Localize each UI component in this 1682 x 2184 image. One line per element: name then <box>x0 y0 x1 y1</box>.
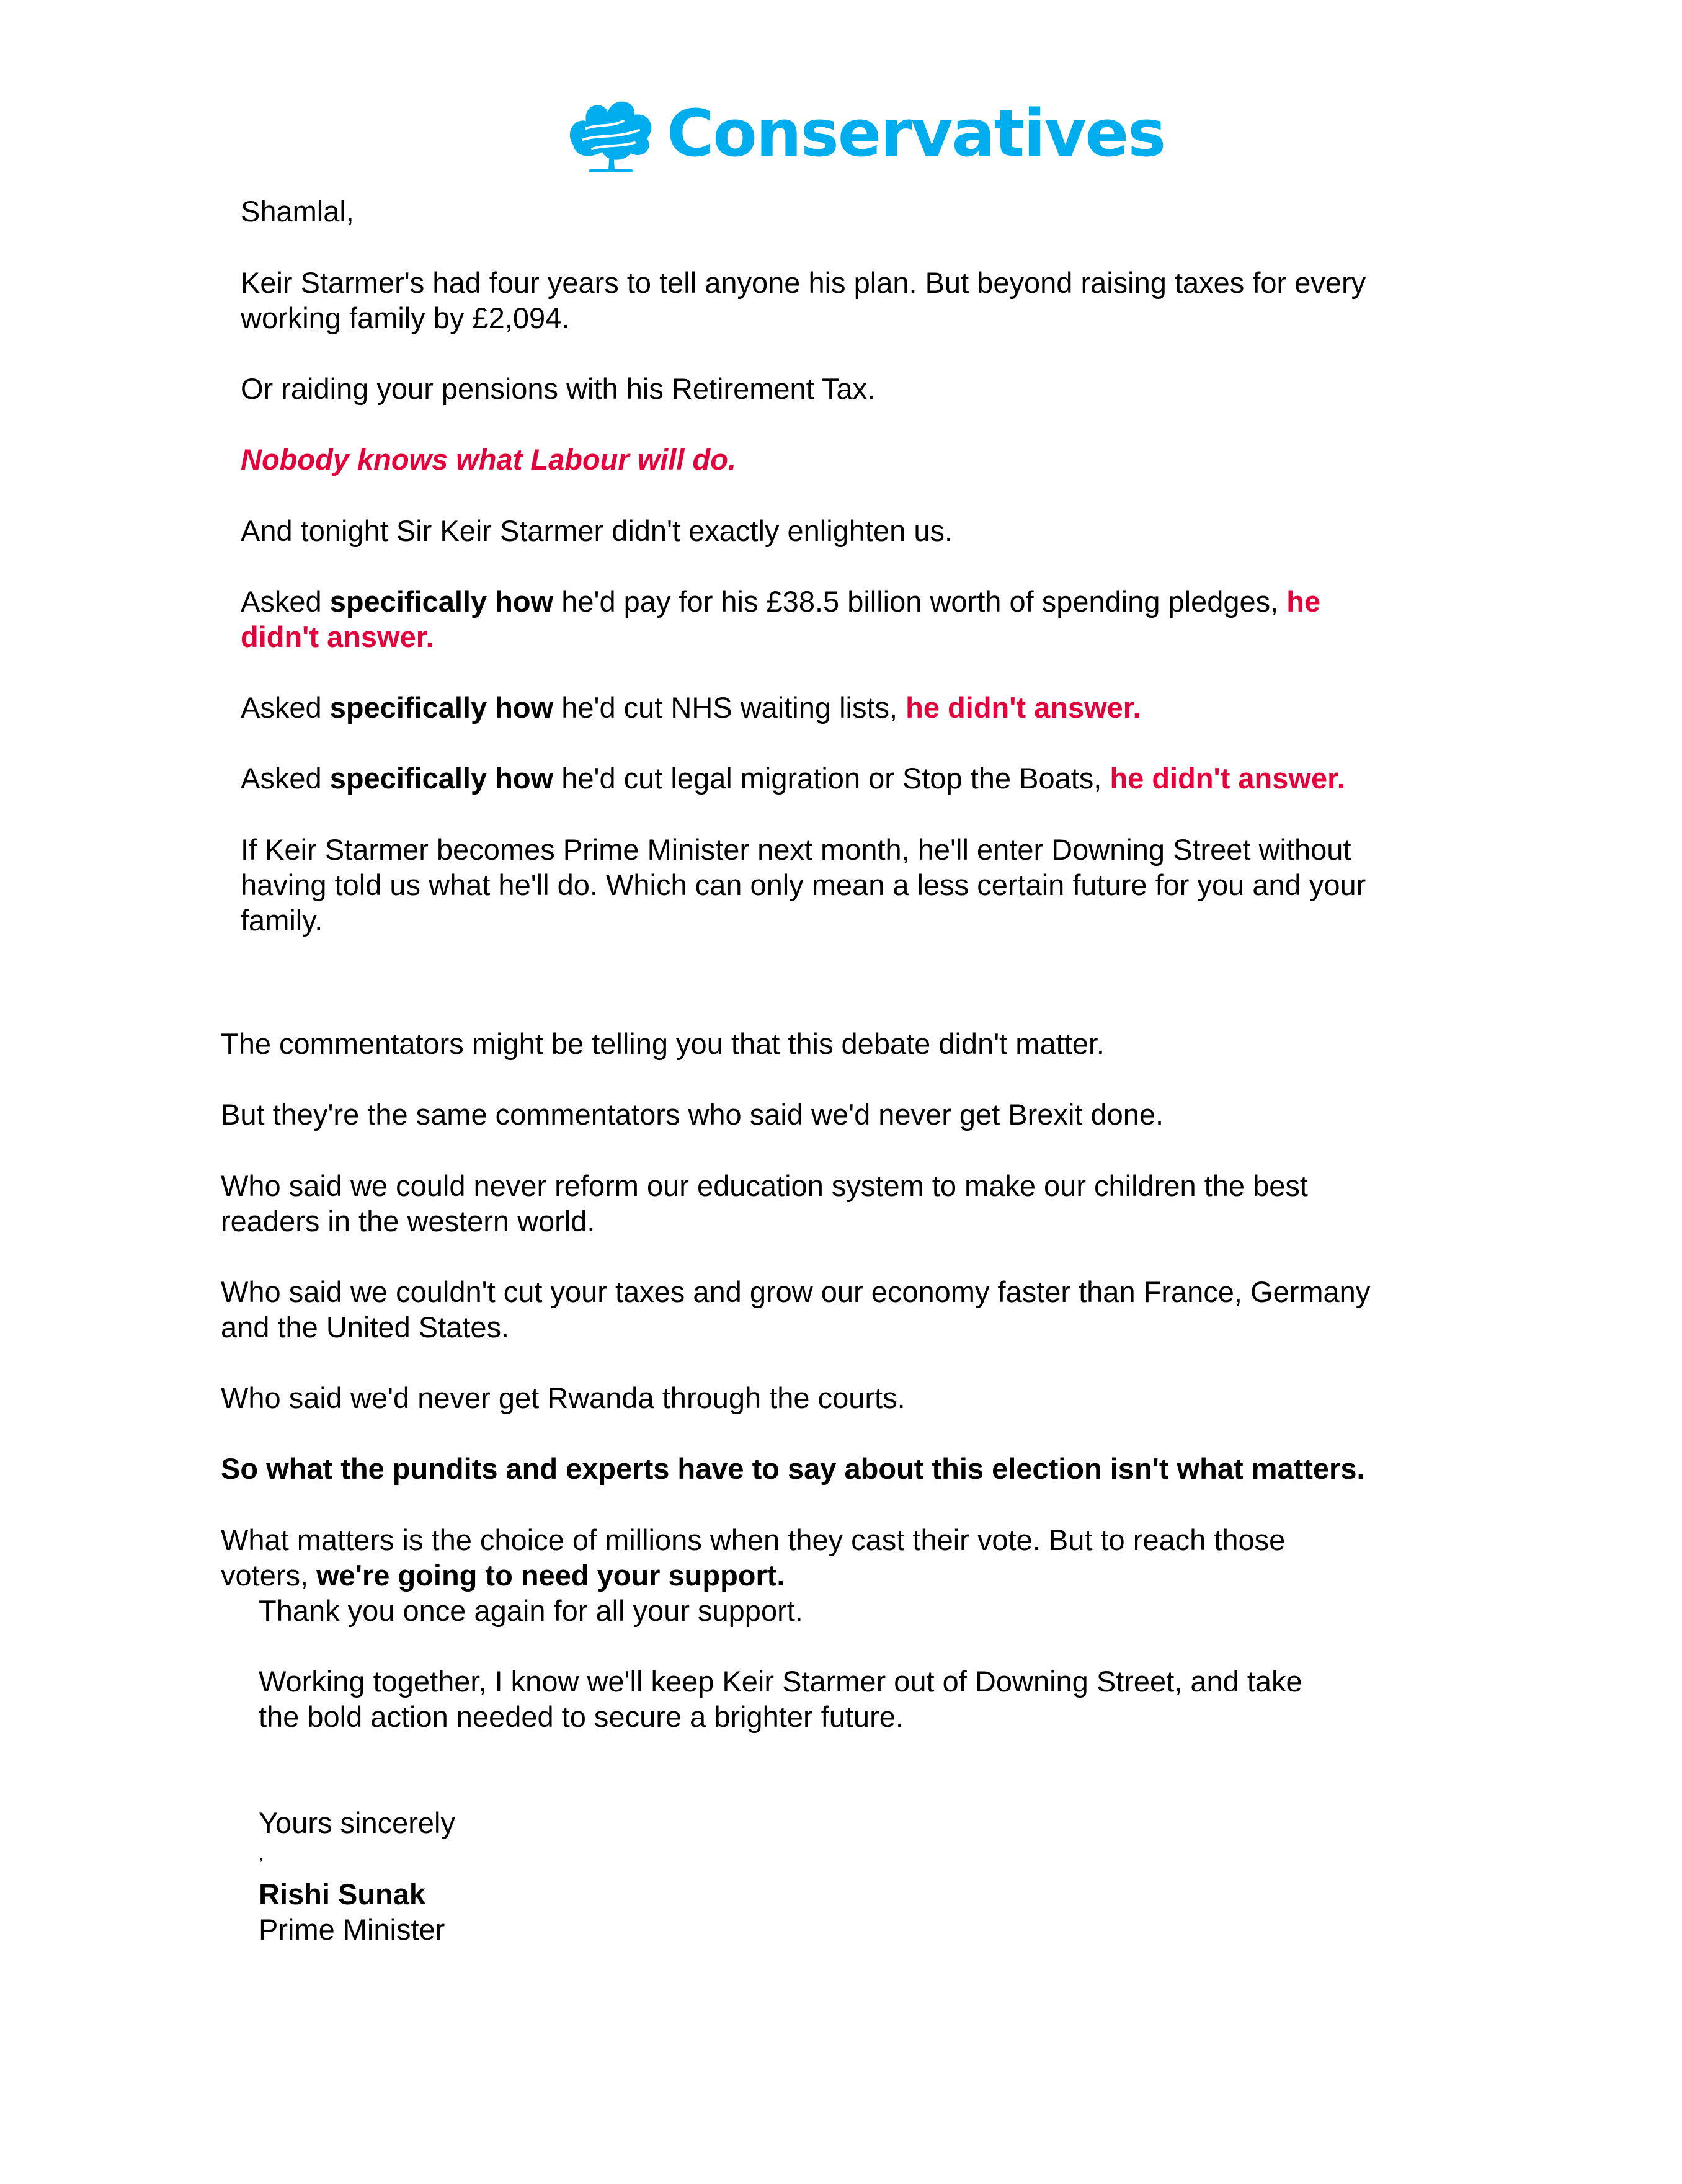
question-text: he'd pay for his £38.5 billion worth of spending pledges, <box>553 585 1287 618</box>
specifically-how-bold: specifically how <box>329 691 554 724</box>
paragraph-working-together <box>259 1664 1302 1734</box>
text-line: Who said we couldn't cut your taxes and grow our economy faster than France, Germany <box>221 1275 1371 1308</box>
support-bold: we're going to need your support. <box>316 1559 785 1592</box>
paragraph-downing-street <box>241 832 1366 938</box>
paragraph-pensions: Or raiding your pensions with his Retirement Tax. <box>241 372 876 405</box>
didnt-answer-highlight: he didn't answer. <box>1110 762 1345 795</box>
paragraph-commentators: The commentators might be telling you that this debate didn't matter. <box>221 1027 1105 1060</box>
asked-text: Asked <box>241 585 330 618</box>
text-line: Who said we could never reform our education system to make our children the best <box>221 1169 1308 1202</box>
paragraph-question-nhs <box>241 690 1141 725</box>
question-text: he'd cut NHS waiting lists, <box>553 691 906 724</box>
paragraph-tonight: And tonight Sir Keir Starmer didn't exactly enlighten us. <box>241 514 953 547</box>
text-line: If Keir Starmer becomes Prime Minister next month, he'll enter Downing Street without <box>241 833 1351 866</box>
oak-tree-icon <box>561 90 661 177</box>
didnt-answer-highlight: he <box>1286 585 1321 618</box>
paragraph-plan <box>241 265 1366 336</box>
signer-name: Rishi Sunak <box>259 1878 426 1910</box>
text-line: working family by £2,094. <box>241 301 570 334</box>
asked-text: Asked <box>241 762 330 795</box>
text-line: having told us what he'll do. Which can only mean a less certain future for you and your <box>241 868 1366 901</box>
paragraph-rwanda: Who said we'd never get Rwanda through the courts. <box>221 1381 906 1414</box>
text-line: voters, <box>221 1559 317 1592</box>
closing-line: Yours sincerely <box>259 1806 455 1839</box>
text-line: What matters is the choice of millions when they cast their vote. But to reach those <box>221 1523 1286 1556</box>
paragraph-education <box>221 1168 1308 1239</box>
specifically-how-bold: specifically how <box>329 585 554 618</box>
asked-text: Asked <box>241 691 330 724</box>
paragraph-thanks: Thank you once again for all your support. <box>259 1594 803 1627</box>
text-line: Working together, I know we'll keep Keir Starmer out of Downing Street, and take <box>259 1665 1302 1698</box>
text-line: and the United States. <box>221 1311 510 1344</box>
didnt-answer-highlight: he didn't answer. <box>906 691 1141 724</box>
salutation: Shamlal, <box>241 195 354 228</box>
text-line: readers in the western world. <box>221 1205 595 1237</box>
paragraph-question-spending <box>241 584 1320 654</box>
paragraph-pundits: So what the pundits and experts have to say about this election isn't what matters. <box>221 1452 1365 1485</box>
question-text: he'd cut legal migration or Stop the Boats, <box>553 762 1110 795</box>
didnt-answer-highlight: didn't answer. <box>241 620 434 653</box>
highlight-nobody-knows: Nobody knows what Labour will do. <box>241 443 736 476</box>
closing-comma: , <box>259 1844 264 1863</box>
paragraph-taxes <box>221 1274 1370 1345</box>
text-line: family. <box>241 904 323 937</box>
paragraph-support <box>221 1522 1285 1593</box>
conservatives-logo <box>561 87 1165 180</box>
text-line: the bold action needed to secure a brighter future. <box>259 1700 904 1733</box>
paragraph-question-migration <box>241 760 1345 796</box>
paragraph-brexit: But they're the same commentators who said we'd never get Brexit done. <box>221 1098 1164 1131</box>
signer-title: Prime Minister <box>259 1913 445 1946</box>
brand-name: Conservatives <box>667 96 1165 171</box>
text-line: Keir Starmer's had four years to tell anyone his plan. But beyond raising taxes for every <box>241 266 1366 299</box>
specifically-how-bold: specifically how <box>329 762 554 795</box>
